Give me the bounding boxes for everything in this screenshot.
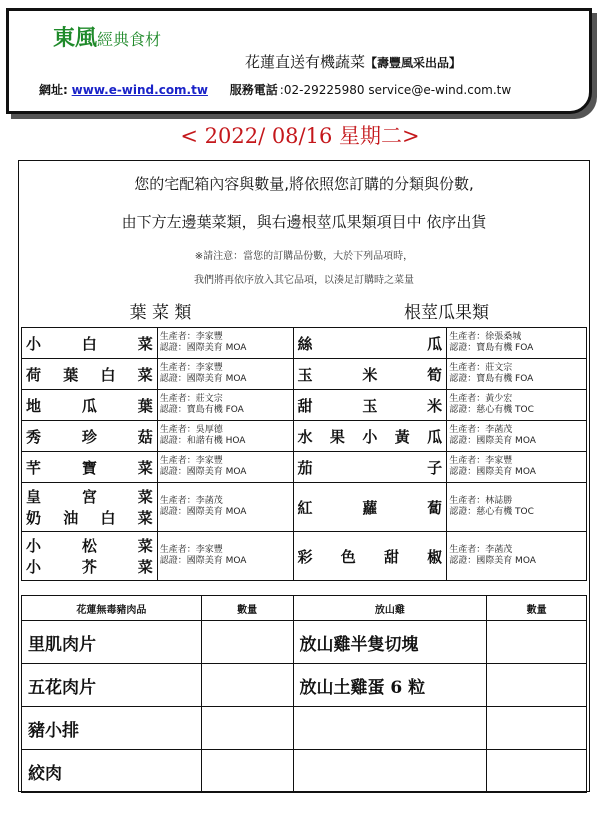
name-char: 黃	[394, 427, 410, 446]
chicken-item	[293, 707, 487, 750]
certification: 認證：國際美育 MOA	[159, 343, 247, 353]
leafy-veg-source	[157, 421, 293, 452]
name-char: 瓜	[427, 427, 443, 446]
logo-sub: 經典食材	[97, 30, 162, 49]
meat-row	[22, 707, 587, 750]
leafy-veg-name	[22, 483, 158, 532]
header-box	[6, 8, 592, 114]
leafy-veg-source	[157, 483, 293, 532]
chicken-qty-cell[interactable]	[487, 664, 587, 707]
meat-header-row	[22, 596, 587, 621]
order-sheet	[18, 160, 590, 792]
root-veg-name	[293, 390, 447, 421]
pork-item: 五花肉片	[22, 664, 202, 707]
leafy-veg-source	[157, 452, 293, 483]
pork-qty-cell[interactable]	[201, 750, 293, 793]
veg-row	[22, 390, 587, 421]
intro-line-2: 由下方左邊葉菜類，與右邊根莖瓜果類項目中 依序出貨	[121, 213, 487, 231]
name-char: 菜	[137, 365, 153, 384]
name-char: 水	[297, 427, 313, 446]
root-veg-source	[447, 359, 587, 390]
name-char: 菜	[137, 558, 153, 576]
producer: 生產者：黃少宏	[449, 394, 513, 404]
pork-item: 里肌肉片	[22, 621, 202, 664]
name-char: 菜	[137, 488, 153, 506]
producer: 生產者：李家豐	[159, 545, 223, 555]
name-char: 珍	[81, 427, 97, 446]
name-char: 白	[81, 334, 97, 353]
name-char: 秀	[26, 427, 42, 446]
delivery-date: < 2022/ 08/16 星期二>	[180, 124, 420, 148]
name-char: 菜	[137, 458, 153, 477]
phone-number: :02-29225980 service@e-wind.com.tw	[279, 83, 512, 97]
name-char: 甜	[297, 396, 313, 415]
root-veg-source	[447, 483, 587, 532]
certification: 認證：寶島有機 FOA	[449, 374, 534, 384]
pork-qty-cell[interactable]	[201, 621, 293, 664]
name-char: 米	[362, 365, 378, 384]
name-char: 白	[100, 509, 116, 527]
certification: 認證：國際美育 MOA	[159, 374, 247, 384]
name-char: 芊	[26, 458, 42, 477]
name-char: 地	[26, 396, 42, 415]
name-char: 葉	[137, 396, 153, 415]
certification: 認證：國際美育 MOA	[159, 556, 247, 566]
title-text: 花蓮直送有機蔬菜	[245, 53, 366, 71]
name-char: 芥	[81, 558, 97, 576]
root-veg-name	[293, 421, 447, 452]
veg-row	[22, 532, 587, 581]
certification: 認證：國際美育 MOA	[159, 507, 247, 517]
root-veg-name	[293, 359, 447, 390]
leafy-veg-name	[22, 328, 158, 359]
name-char: 甜	[383, 547, 399, 566]
root-veg-source	[447, 421, 587, 452]
qty-header-2: 數量	[487, 596, 587, 621]
root-veg-name	[293, 532, 447, 581]
name-char: 玉	[362, 396, 378, 415]
pork-qty-cell[interactable]	[201, 707, 293, 750]
chicken-item	[293, 750, 487, 793]
leafy-veg-name	[22, 359, 158, 390]
name-char: 小	[26, 334, 42, 353]
root-veg-source	[447, 452, 587, 483]
name-char: 寶	[81, 458, 97, 477]
name-char: 菜	[137, 334, 153, 353]
leafy-veg-name	[22, 390, 158, 421]
name-char: 松	[81, 537, 97, 555]
name-char: 蘿	[362, 498, 378, 517]
root-veg-source	[447, 532, 587, 581]
name-char: 蔔	[427, 498, 443, 517]
leafy-veg-name	[22, 421, 158, 452]
name-char: 葉	[63, 365, 79, 384]
producer: 生產者：吳厚德	[159, 425, 223, 435]
website-link[interactable]: www.e-wind.com.tw	[71, 83, 208, 97]
producer: 生產者：李家豐	[159, 456, 223, 466]
note-line-2: 我們將再依序放入其它品項，以湊足訂購時之菜量	[194, 275, 414, 286]
pork-item: 絞肉	[22, 750, 202, 793]
meat-row	[22, 750, 587, 793]
producer: 生產者：林誌勝	[449, 496, 513, 506]
leafy-veg-source	[157, 532, 293, 581]
producer: 生產者：李家豐	[159, 332, 223, 342]
pork-header: 花蓮無毒豬肉品	[22, 596, 202, 621]
name-char: 小	[26, 558, 42, 576]
name-char: 奶	[26, 509, 42, 527]
veg-row	[22, 483, 587, 532]
name-char: 皇	[26, 488, 42, 506]
certification: 認證：和諧有機 HOA	[159, 436, 246, 446]
brand-logo	[53, 21, 161, 52]
certification: 認證：慈心有機 TOC	[449, 507, 534, 517]
producer: 生產者：徐張桑城	[449, 332, 522, 342]
name-char: 子	[427, 458, 443, 477]
brand-text: 【壽豐風采出品】	[365, 56, 462, 70]
meat-row	[22, 621, 587, 664]
veg-row	[22, 359, 587, 390]
intro-line-1: 您的宅配箱內容與數量,將依照您訂購的分類與份數,	[134, 175, 474, 193]
meat-row	[22, 664, 587, 707]
producer: 生產者：李菡茂	[449, 545, 513, 555]
name-char: 米	[427, 396, 443, 415]
name-char: 小	[26, 537, 42, 555]
section-root: 根莖瓜果類	[404, 303, 489, 323]
name-char: 菜	[137, 509, 153, 527]
root-veg-name	[293, 483, 447, 532]
name-char: 白	[100, 365, 116, 384]
root-veg-source	[447, 328, 587, 359]
name-char: 絲	[297, 334, 313, 353]
name-char: 小	[362, 427, 378, 446]
chicken-item: 放山土雞蛋 6 粒	[293, 664, 487, 707]
name-char: 油	[63, 509, 79, 527]
veg-row	[22, 452, 587, 483]
producer: 生產者：李家豐	[159, 363, 223, 373]
root-veg-name	[293, 328, 447, 359]
leafy-veg-source	[157, 359, 293, 390]
producer: 生產者：莊文宗	[449, 363, 513, 373]
name-char: 玉	[297, 365, 313, 384]
meat-table	[21, 595, 587, 793]
certification: 認證：慈心有機 TOC	[449, 405, 534, 415]
name-char: 椒	[427, 547, 443, 566]
qty-header: 數量	[201, 596, 293, 621]
header-title	[245, 51, 461, 72]
veg-row	[22, 328, 587, 359]
leafy-veg-name	[22, 532, 158, 581]
chicken-qty-cell[interactable]	[487, 621, 587, 664]
name-char: 瓜	[427, 334, 443, 353]
phone-label: 服務電話	[229, 83, 278, 97]
name-char: 宮	[81, 488, 97, 506]
certification: 認證：寶島有機 FOA	[159, 405, 244, 415]
name-char: 瓜	[81, 396, 97, 415]
producer: 生產者：李菡茂	[159, 496, 223, 506]
logo-text: 東風	[53, 25, 98, 51]
chicken-header: 放山雞	[293, 596, 487, 621]
name-char: 果	[329, 427, 345, 446]
name-char: 茄	[297, 458, 313, 477]
name-char: 筍	[427, 365, 443, 384]
note-line-1: ※請注意：當您的訂購品份數，大於下列品項時，	[194, 251, 414, 262]
pork-item: 豬小排	[22, 707, 202, 750]
chicken-qty-cell[interactable]	[487, 750, 587, 793]
producer: 生產者：李菡茂	[449, 425, 513, 435]
root-veg-source	[447, 390, 587, 421]
name-char: 菇	[137, 427, 153, 446]
name-char: 色	[340, 547, 356, 566]
leafy-veg-source	[157, 328, 293, 359]
leafy-veg-name	[22, 452, 158, 483]
vegetable-table	[21, 327, 587, 581]
veg-row	[22, 421, 587, 452]
chicken-item: 放山雞半隻切塊	[293, 621, 487, 664]
certification: 認證：國際美育 MOA	[449, 556, 536, 566]
certification: 認證：國際美育 MOA	[449, 436, 536, 446]
name-char: 彩	[297, 547, 313, 566]
name-char: 菜	[137, 537, 153, 555]
root-veg-name	[293, 452, 447, 483]
contact-line	[39, 81, 511, 98]
certification: 認證：寶島有機 FOA	[449, 343, 534, 353]
leafy-veg-source	[157, 390, 293, 421]
name-char: 紅	[297, 498, 313, 517]
pork-qty-cell[interactable]	[201, 664, 293, 707]
url-label: 網址:	[39, 83, 68, 97]
producer: 生產者：李家豐	[449, 456, 513, 466]
producer: 生產者：莊文宗	[159, 394, 223, 404]
name-char: 荷	[26, 365, 42, 384]
chicken-qty-cell[interactable]	[487, 707, 587, 750]
section-leafy: 葉 菜 類	[129, 303, 192, 323]
certification: 認證：國際美育 MOA	[449, 467, 536, 477]
certification: 認證：國際美育 MOA	[159, 467, 247, 477]
